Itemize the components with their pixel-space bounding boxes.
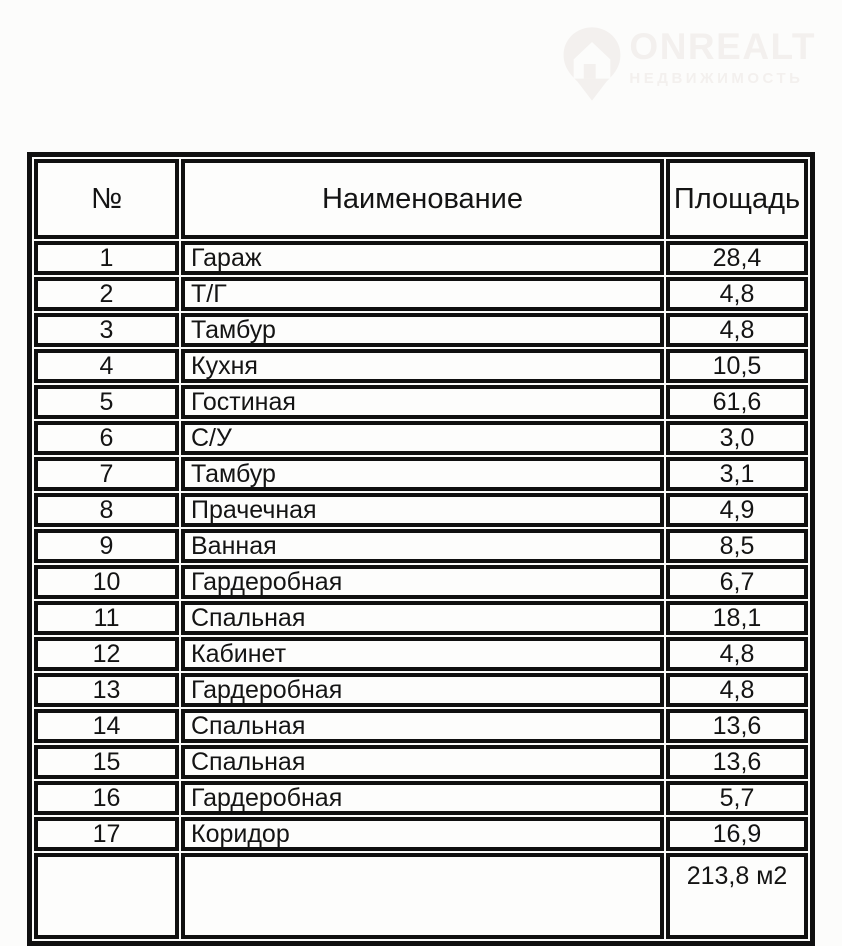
total-row xyxy=(34,853,808,939)
row-area-cell: 3,1 xyxy=(666,457,808,491)
table-row xyxy=(34,781,808,815)
row-number-cell: 7 xyxy=(34,457,179,491)
table-row xyxy=(34,313,808,347)
total-name-cell xyxy=(181,853,664,939)
table-row xyxy=(34,709,808,743)
row-number-cell: 5 xyxy=(34,385,179,419)
row-area-cell: 18,1 xyxy=(666,601,808,635)
row-number-cell: 10 xyxy=(34,565,179,599)
row-area-cell: 6,7 xyxy=(666,565,808,599)
table-row xyxy=(34,493,808,527)
table-row xyxy=(34,277,808,311)
row-area-cell: 10,5 xyxy=(666,349,808,383)
header-name: Наименование xyxy=(181,159,664,239)
row-area-cell: 16,9 xyxy=(666,817,808,851)
row-name-cell: Спальная xyxy=(181,709,664,743)
row-name-cell: Гардеробная xyxy=(181,673,664,707)
row-number-cell: 12 xyxy=(34,637,179,671)
row-name-cell: Тамбур xyxy=(181,457,664,491)
row-name-cell: Ванная xyxy=(181,529,664,563)
row-area-cell: 28,4 xyxy=(666,241,808,275)
table-row xyxy=(34,529,808,563)
row-number-cell: 6 xyxy=(34,421,179,455)
row-name-cell: Тамбур xyxy=(181,313,664,347)
map-pin-house-icon xyxy=(559,24,625,104)
row-number-cell: 17 xyxy=(34,817,179,851)
onrealt-watermark xyxy=(559,22,816,104)
total-number-cell xyxy=(34,853,179,939)
row-name-cell: Кухня xyxy=(181,349,664,383)
row-area-cell: 8,5 xyxy=(666,529,808,563)
row-area-cell: 4,9 xyxy=(666,493,808,527)
row-name-cell: Спальная xyxy=(181,601,664,635)
row-name-cell: Гостиная xyxy=(181,385,664,419)
row-name-cell: Т/Г xyxy=(181,277,664,311)
row-name-cell: Гардеробная xyxy=(181,565,664,599)
row-area-cell: 4,8 xyxy=(666,673,808,707)
header-area: Площадь xyxy=(666,159,808,239)
row-name-cell: Кабинет xyxy=(181,637,664,671)
table-row xyxy=(34,421,808,455)
row-number-cell: 16 xyxy=(34,781,179,815)
table-row xyxy=(34,349,808,383)
row-name-cell: С/У xyxy=(181,421,664,455)
row-area-cell: 4,8 xyxy=(666,313,808,347)
row-area-cell: 13,6 xyxy=(666,745,808,779)
header-row xyxy=(34,159,808,239)
watermark-text-block xyxy=(629,28,816,87)
row-area-cell: 4,8 xyxy=(666,277,808,311)
row-number-cell: 1 xyxy=(34,241,179,275)
header-number: № xyxy=(34,159,179,239)
watermark-brand: ONREALT xyxy=(629,26,816,67)
row-number-cell: 2 xyxy=(34,277,179,311)
row-name-cell: Гардеробная xyxy=(181,781,664,815)
row-number-cell: 15 xyxy=(34,745,179,779)
row-area-cell: 13,6 xyxy=(666,709,808,743)
row-area-cell: 61,6 xyxy=(666,385,808,419)
row-number-cell: 9 xyxy=(34,529,179,563)
table-row xyxy=(34,601,808,635)
row-name-cell: Коридор xyxy=(181,817,664,851)
table-row xyxy=(34,817,808,851)
row-name-cell: Гараж xyxy=(181,241,664,275)
row-number-cell: 14 xyxy=(34,709,179,743)
row-area-cell: 5,7 xyxy=(666,781,808,815)
row-area-cell: 3,0 xyxy=(666,421,808,455)
row-area-cell: 4,8 xyxy=(666,637,808,671)
table-row xyxy=(34,565,808,599)
row-name-cell: Спальная xyxy=(181,745,664,779)
watermark-tagline: НЕДВИЖИМОСТЬ xyxy=(629,70,804,87)
table-row xyxy=(34,385,808,419)
row-number-cell: 11 xyxy=(34,601,179,635)
row-number-cell: 8 xyxy=(34,493,179,527)
table-row xyxy=(34,241,808,275)
row-number-cell: 3 xyxy=(34,313,179,347)
table-row xyxy=(34,745,808,779)
row-number-cell: 4 xyxy=(34,349,179,383)
table-row xyxy=(34,457,808,491)
row-number-cell: 13 xyxy=(34,673,179,707)
row-name-cell: Прачечная xyxy=(181,493,664,527)
total-area-value: 213,8 м2 xyxy=(666,853,808,939)
table-row xyxy=(34,637,808,671)
table-row xyxy=(34,673,808,707)
room-area-table xyxy=(27,152,815,946)
